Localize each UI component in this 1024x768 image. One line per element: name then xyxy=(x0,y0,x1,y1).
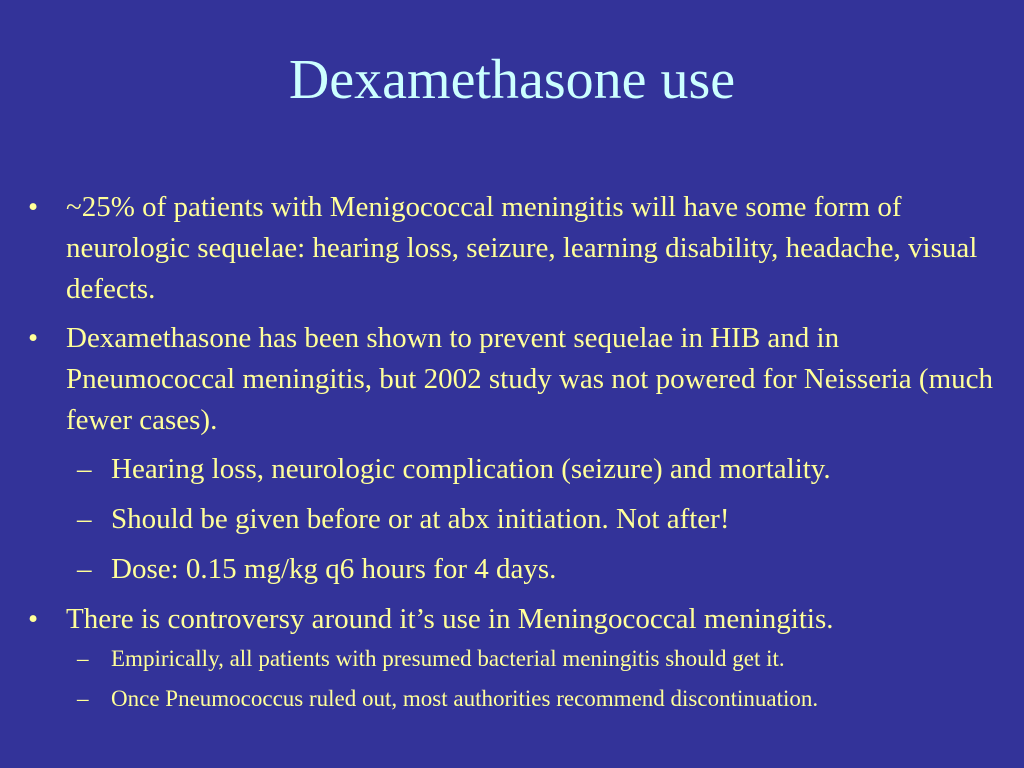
slide-body xyxy=(22,187,1012,724)
bullet-item xyxy=(22,187,1012,310)
sub-bullet-item xyxy=(22,549,1012,590)
sub-bullet-item xyxy=(22,644,1012,674)
sub-bullet-item xyxy=(22,449,1012,490)
sub-bullet-item xyxy=(22,499,1012,540)
dash-marker: – xyxy=(77,503,92,535)
dash-marker: – xyxy=(77,686,89,711)
bullet-marker: • xyxy=(28,191,39,223)
sub-bullet-item xyxy=(22,684,1012,714)
bullet-text: Dexamethasone has been shown to prevent sequelae in HIB and in Pneumococcal meningitis, but 2002 study was not powered for Neisseria (much fewer cases). xyxy=(66,322,993,436)
bullet-item xyxy=(22,318,1012,441)
bullet-text: ~25% of patients with Menigococcal meningitis will have some form of neurologic sequelae: hearing loss, seizure, learning disability, headache, visual defects. xyxy=(66,191,978,305)
bullet-marker: • xyxy=(28,603,39,635)
bullet-item xyxy=(22,599,1012,640)
sub-bullet-text: Once Pneumococcus ruled out, most authorities recommend discontinuation. xyxy=(111,686,819,711)
dash-marker: – xyxy=(77,646,89,671)
dash-marker: – xyxy=(77,553,92,585)
sub-bullet-text: Should be given before or at abx initiation. Not after! xyxy=(111,503,730,535)
slide-title: Dexamethasone use xyxy=(288,49,736,111)
sub-bullet-text: Dose: 0.15 mg/kg q6 hours for 4 days. xyxy=(111,553,557,585)
bullet-text: There is controversy around it’s use in Meningococcal meningitis. xyxy=(66,603,834,635)
sub-bullet-text: Hearing loss, neurologic complication (seizure) and mortality. xyxy=(111,453,831,485)
bullet-marker: • xyxy=(28,322,39,354)
sub-bullet-text: Empirically, all patients with presumed bacterial meningitis should get it. xyxy=(111,646,785,671)
dash-marker: – xyxy=(77,453,92,485)
